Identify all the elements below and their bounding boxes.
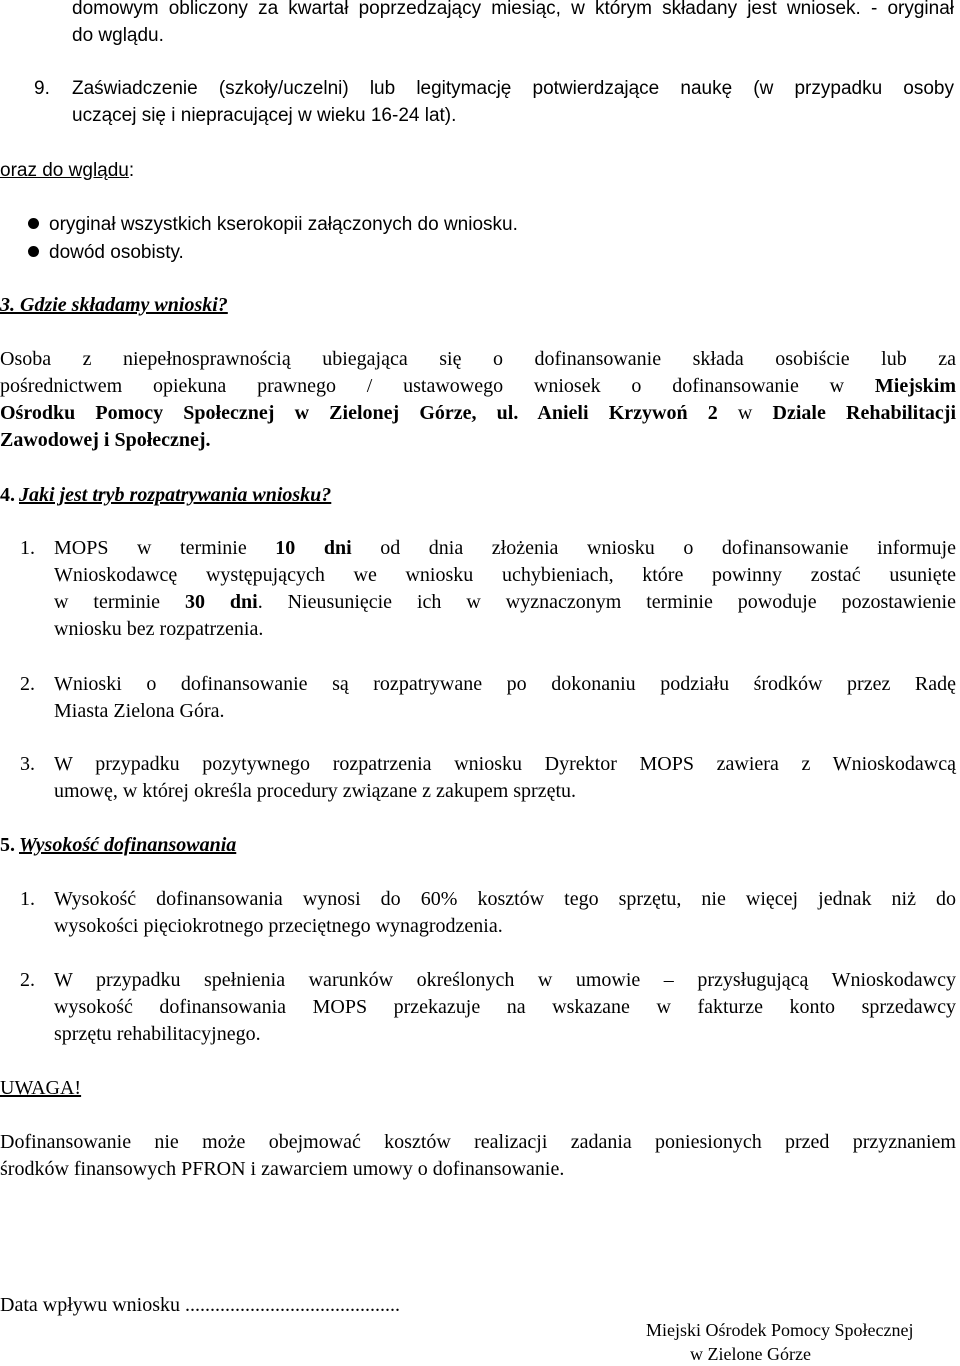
organization-signature: Miejski Ośrodek Pomocy Społecznej w Zielone Górze [646,1320,914,1364]
bullet-item: oryginał wszystkich kserokopii załączonych do wniosku. [28,211,518,238]
list-item: Wnioski o dofinansowanie są rozpatrywane po dokonaniu podziału środków przez Radę Miasta Zielona Góra. [54,673,956,722]
list-item: W przypadku pozytywnego rozpatrzenia wniosku Dyrektor MOPS zawiera z Wnioskodawcą umowę, w której określa procedury związane z zakupem sprzętu. [54,753,956,802]
list-item: Wysokość dofinansowania wynosi do 60% kosztów tego sprzętu, nie więcej jednak niż do wysokości pięciokrotnego przeciętnego wynagrodzenia. [54,888,956,937]
uwaga-heading: UWAGA! [0,1077,82,1099]
section-4-heading: 4. Jaki jest tryb rozpatrywania wniosku? [0,484,332,506]
data-wplywu-field: Data wpływu wniosku ........................................... [0,1294,400,1316]
list-item: W przypadku spełnienia warunków określonych w umowie – przysługującą Wnioskodawcy wysokość dofinansowania MOPS przekazuje na wskazane w fakturze konto sprzedawcy sprzętu rehabilitacyjnego. [54,969,956,1045]
list-number: 3. [20,753,35,775]
bullet-icon [28,246,39,257]
item-9-text: Zaświadczenie (szkoły/uczelni) lub legitymację potwierdzające naukę (w przypadku osoby uczącej się i niepracującej w wieku 16-24 lat). [72,78,954,126]
list-number: 2. [20,969,35,991]
section-3-heading: 3. Gdzie składamy wnioski? [0,294,228,316]
oraz-heading: oraz do wglądu: [0,160,135,181]
bullet-icon [28,218,39,229]
section-5-heading: 5. Wysokość dofinansowania [0,834,237,856]
list-item: MOPS w terminie 10 dni od dnia złożenia wniosku o dofinansowanie informuje Wnioskodawcę występujących we wniosku uchybieniach, które powinny zostać usunięte w terminie 30 dni. Nieusunięcie ich w wyznaczonym terminie powoduje pozostawienie wniosku bez rozpatrzenia. [54,537,956,640]
section-3-text: Osoba z niepełnosprawnością ubiegająca się o dofinansowanie składa osobiście lub za pośrednictwem opiekuna prawnego / ustawowego wniosek o dofinansowanie w Miejskim Ośrodku Pomocy Społecznej w Zielonej Górze, ul. Anieli Krzywoń 2 w Dziale Rehabilitacji Zawodowej i Społecznej. [0,348,956,451]
list-number: 1. [20,537,35,559]
list-number: 1. [20,888,35,910]
bullet-item: dowód osobisty. [28,239,184,266]
uwaga-text: Dofinansowanie nie może obejmować kosztów realizacji zadania poniesionych przed przyznaniem środków finansowych PFRON i zawarciem umowy o dofinansowanie. [0,1131,956,1180]
continuation-text: domowym obliczony za kwartał poprzedzający miesiąc, w którym składany jest wniosek. - oryginał do wglądu. [72,0,954,46]
list-number: 2. [20,673,35,695]
item-9-number: 9. [34,78,50,99]
